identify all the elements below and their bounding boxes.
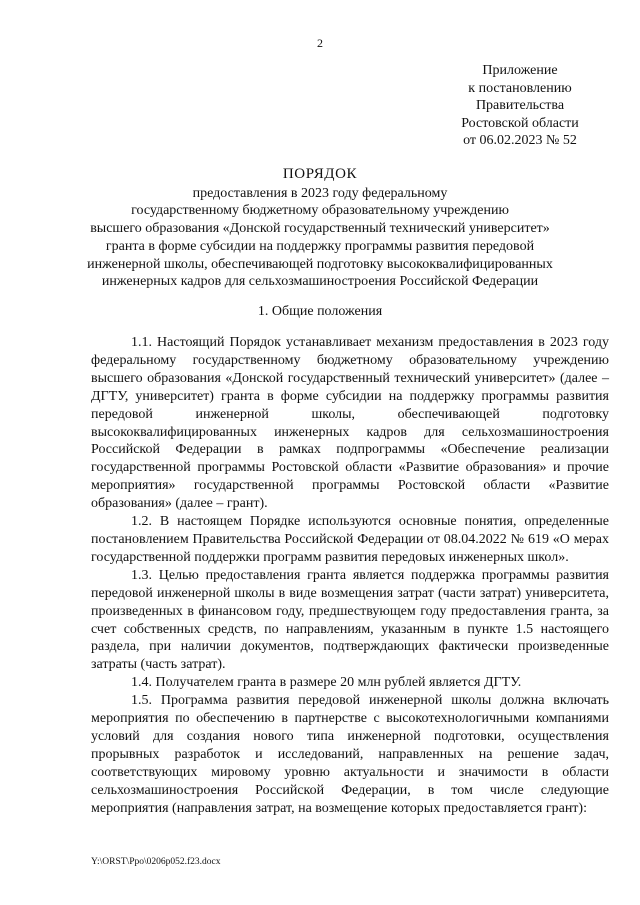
title-line: инженерной школы, обеспечивающей подготовку высококвалифицированных bbox=[87, 256, 553, 272]
page-number: 2 bbox=[317, 36, 323, 50]
paragraph-1-3: 1.3. Целью предоставления гранта является поддержка программы развития передовой инженерной школы в виде возмещения затрат (части затрат) университета, произведенных в финансовом году, предшествующем году предоставления гранта, за счет собственных средств, по направлениям, указанным в пункте 1.5 настоящего раздела, при наличии документов, подтверждающих фактически произведенные затраты (часть затрат). bbox=[91, 567, 609, 673]
paragraph-1-5: 1.5. Программа развития передовой инженерной школы должна включать мероприятия по обеспечению в партнерстве с высокотехнологичными компаниями условий для создания нового типа инженерной подготовки, осуществления прорывных разработок и исследований, направленных на решение задач, соответствующих мировому уровню актуальности и значимости в области сельхозмашиностроения Российской Федерации, в том числе следующие мероприятия (направления затрат, на возмещение которых предоставляется грант): bbox=[91, 693, 609, 816]
title-line: гранта в форме субсидии на поддержку программы развития передовой bbox=[105, 238, 535, 254]
title-line: государственному бюджетному образовательному учреждению bbox=[131, 203, 509, 219]
section-body bbox=[91, 334, 609, 817]
document-title: ПОРЯДОК bbox=[282, 166, 358, 182]
document-title-block bbox=[0, 166, 640, 291]
appendix-block bbox=[440, 62, 600, 150]
title-line: предоставления в 2023 году федеральному bbox=[192, 185, 448, 201]
paragraph-1-4: 1.4. Получателем гранта в размере 20 млн рублей является ДГТУ. bbox=[131, 675, 522, 691]
paragraph-1-2: 1.2. В настоящем Порядке используются основные понятия, определенные постановлением Правительства Российской Федерации от 08.04.2022 № 619 «О мерах государственной поддержки программ развития передовых инженерных школ». bbox=[91, 514, 609, 565]
appendix-line: Приложение bbox=[482, 63, 558, 78]
title-line: высшего образования «Донской государственный технический университет» bbox=[90, 221, 550, 237]
appendix-line: Правительства bbox=[475, 98, 565, 113]
appendix-line: к постановлению bbox=[468, 80, 572, 96]
section-heading: 1. Общие положения bbox=[257, 304, 383, 319]
appendix-line: Ростовской области bbox=[461, 115, 579, 131]
appendix-line: от 06.02.2023 № 52 bbox=[463, 133, 577, 148]
paragraph-1-1: 1.1. Настоящий Порядок устанавливает механизм предоставления в 2023 году федеральному государственному бюджетному образовательному учреждению высшего образования «Донской государственный технический университет» (далее – ДГТУ, университет) гранта в форме субсидии на поддержку программы развития передовой инженерной школы, обеспечивающей подготовку высококвалифицированных инженерных кадров для сельхозмашиностроения Российской Федерации в рамках подпрограммы «Обеспечение реализации государственной программы Ростовской области «Развитие образования» и прочие мероприятия» государственной программы Ростовской области «Развитие образования» (далее – грант). bbox=[91, 335, 609, 512]
footer-file-path: Y:\ORST\Ppo\0206p052.f23.docx bbox=[91, 857, 221, 867]
title-line: инженерных кадров для сельхозмашиностроения Российской Федерации bbox=[101, 274, 539, 290]
